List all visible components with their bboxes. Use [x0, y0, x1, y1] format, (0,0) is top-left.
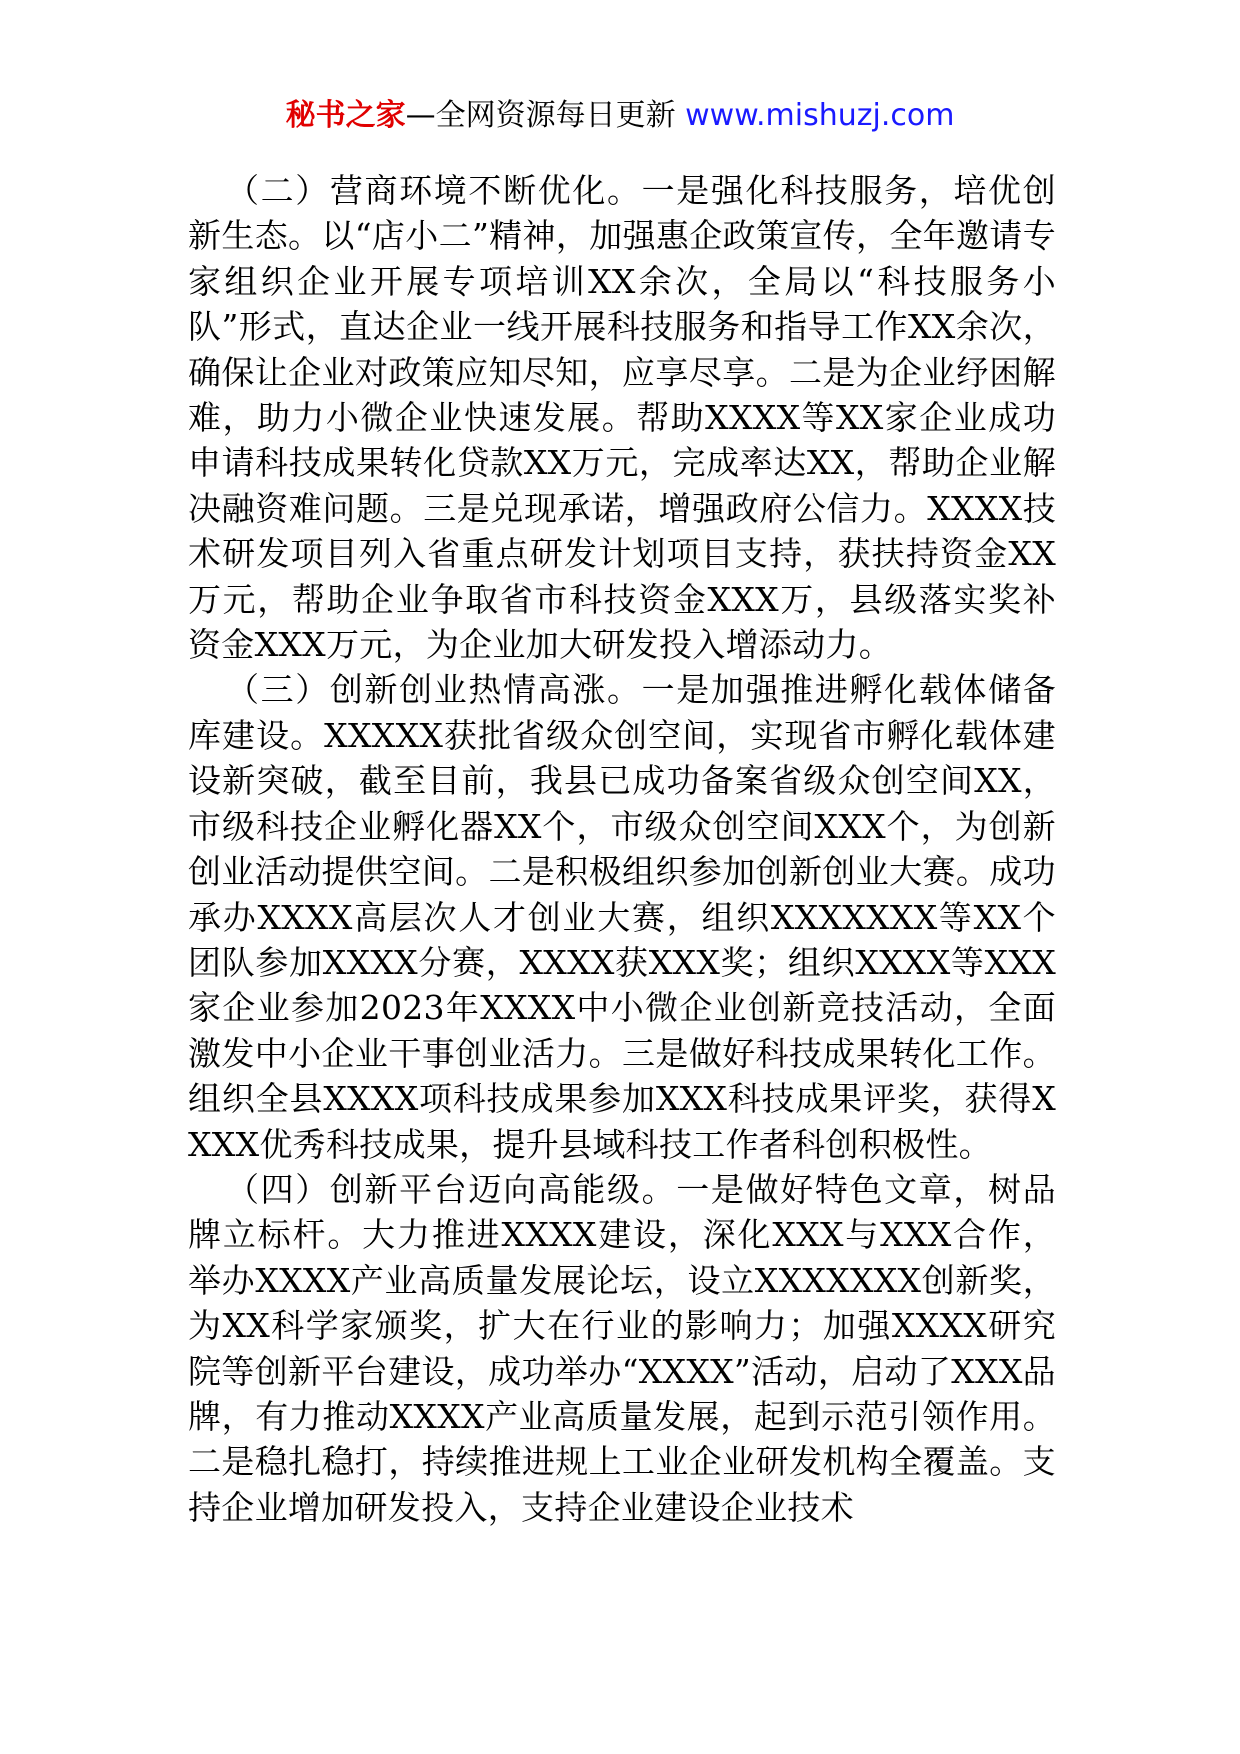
site-url-link[interactable]: www.mishuzj.com — [685, 98, 955, 133]
paragraph-innovation-platform: （四）创新平台迈向高能级。一是做好特色文章，树品牌立标杆。大力推进XXXX建设，深化XXX与XXX合作，举办XXXX产业高质量发展论坛，设立XXXXXXX创新奖，为XX科学家颁奖，扩大在行业的影响力；加强XXXX研究院等创新平台建设，成功举办“XXXX”活动，启动了XXX品牌，有力推动XXXX产业高质量发展，起到示范引领作用。二是稳扎稳打，持续推进规上工业企业研发机构全覆盖。支持企业增加研发投入，支持企业建设企业技术 — [188, 1169, 1056, 1527]
page-header — [0, 96, 1240, 136]
paragraph-business-environment: （二）营商环境不断优化。一是强化科技服务，培优创新生态。以“店小二”精神，加强惠企政策宣传，全年邀请专家组织企业开展专项培训XX余次，全局以“科技服务小队”形式，直达企业一线开展科技服务和指导工作XX余次，确保让企业对政策应知尽知，应享尽享。二是为企业纾困解难，助力小微企业快速发展。帮助XXXX等XX家企业成功申请科技成果转化贷款XX万元，完成率达XX，帮助企业解决融资难问题。三是兑现承诺，增强政府公信力。XXXX技术研发项目列入省重点研发计划项目支持，获扶持资金XX万元，帮助企业争取省市科技资金XXX万，县级落实奖补资金XXX万元，为企业加大研发投入增添动力。 — [188, 171, 1056, 665]
document-body — [188, 168, 1056, 1530]
header-tagline: —全网资源每日更新 — [405, 98, 676, 133]
paragraph-innovation-entrepreneurship: （三）创新创业热情高涨。一是加强推进孵化载体储备库建设。XXXXX获批省级众创空间，实现省市孵化载体建设新突破，截至目前，我县已成功备案省级众创空间XX，市级科技企业孵化器XX个，市级众创空间XXX个，为创新创业活动提供空间。二是积极组织参加创新创业大赛。成功承办XXXX高层次人才创业大赛，组织XXXXXXX等XX个团队参加XXXX分赛，XXXX获XXX奖；组织XXXX等XXX家企业参加2023年XXXX中小微企业创新竞技活动，全面激发中小企业干事创业活力。三是做好科技成果转化工作。组织全县XXXX项科技成果参加XXX科技成果评奖，获得XXXX优秀科技成果，提升县域科技工作者科创积极性。 — [188, 670, 1056, 1164]
brand-name: 秘书之家 — [285, 98, 406, 133]
